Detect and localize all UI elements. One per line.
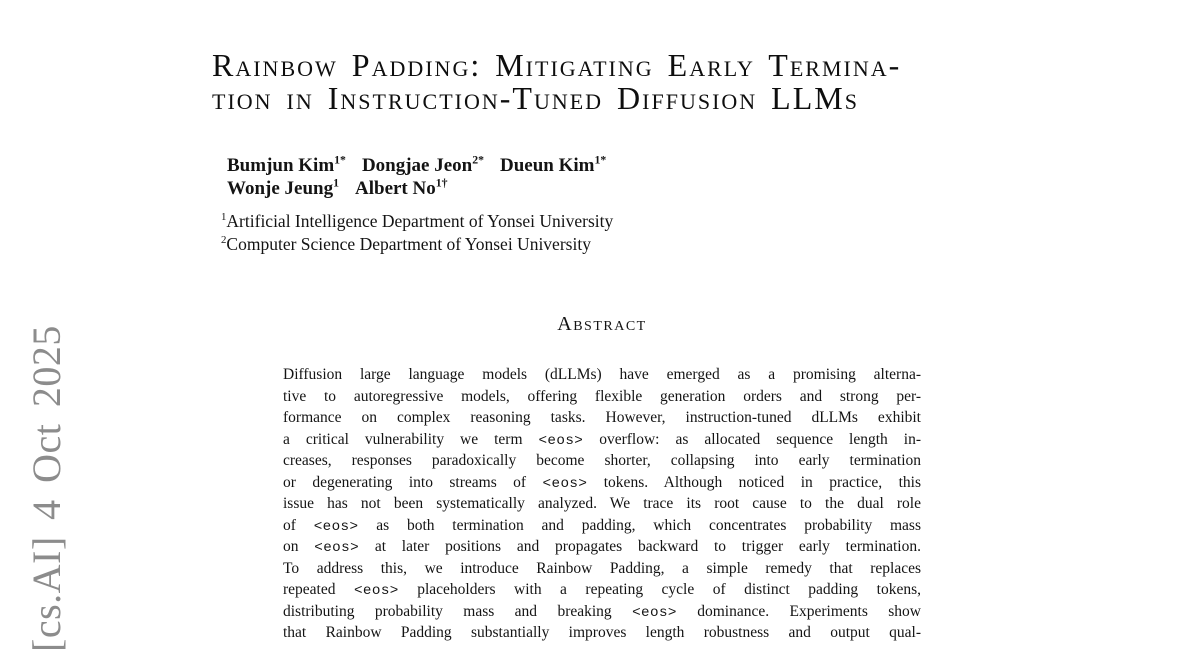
eos-token: <eos> <box>313 518 359 535</box>
abstract-text-segment: issue has not been systematically analyzed. We trace its root cause to the dual role <box>283 495 921 512</box>
author-affiliation-marker: 1* <box>334 153 346 167</box>
affiliation-text: Artificial Intelligence Department of Yonsei University <box>226 211 614 231</box>
abstract-line <box>283 536 921 558</box>
abstract-text-segment: dominance. Experiments show <box>676 602 921 620</box>
affiliation-marker: 1 <box>221 211 227 224</box>
abstract-line <box>283 579 921 601</box>
author-affiliation-marker: 1* <box>594 153 607 167</box>
affiliation-block <box>221 210 613 255</box>
paper-title-line-2: tion in Instruction-Tuned Diffusion LLMs <box>212 80 859 116</box>
abstract-text-segment: formance on complex reasoning tasks. However, instruction-tuned dLLMs exhibit <box>283 409 921 426</box>
abstract-line <box>283 407 921 429</box>
author-name: Bumjun Kim$^{1*}$ <box>227 153 346 176</box>
affiliation-marker: 2 <box>221 233 227 246</box>
abstract-line <box>283 515 921 537</box>
abstract-body <box>283 364 921 644</box>
affiliation-line <box>221 210 613 233</box>
abstract-text-segment: a critical vulnerability we term <box>283 430 539 448</box>
abstract-text-segment: that Rainbow Padding substantially improves length robustness and output qual- <box>283 624 921 641</box>
abstract-text-segment: overflow: as allocated sequence length in- <box>583 430 921 448</box>
paper-title-line-1: Rainbow Padding: Mitigating Early Termina- <box>212 47 902 83</box>
author-affiliation-marker: 2* <box>472 153 485 167</box>
abstract-text-segment: distributing probability mass and breaking <box>283 602 633 620</box>
abstract-text-segment: tokens. Although noticed in practice, this <box>587 473 921 491</box>
author-row <box>227 154 606 177</box>
eos-token: <eos> <box>542 475 588 492</box>
author-row <box>227 177 606 200</box>
eos-token: <eos> <box>632 604 677 621</box>
abstract-text-segment: or degenerating into streams of <box>283 473 543 491</box>
abstract-text-segment: placeholders with a repeating cycle of distinct padding tokens, <box>398 581 921 598</box>
abstract-line <box>283 386 921 408</box>
eos-token: <eos> <box>538 432 584 449</box>
abstract-text-segment: of <box>283 516 314 534</box>
author-name: Dongjae Jeon$^{2*}$ <box>361 153 485 176</box>
abstract-text-segment: Diffusion large language models (dLLMs) have emerged as a promising alterna- <box>283 366 921 383</box>
abstract-text-segment: creases, responses paradoxically become shorter, collapsing into early termination <box>283 452 921 469</box>
abstract-text-segment: tive to autoregressive models, offering flexible generation orders and strong per- <box>283 387 921 405</box>
paper-title <box>212 49 1042 115</box>
affiliation-text: Computer Science Department of Yonsei University <box>226 233 591 254</box>
eos-token: <eos> <box>353 583 399 599</box>
arxiv-category-date-stamp: [cs.AI] 4 Oct 2025 <box>24 325 69 652</box>
abstract-text-segment: as both termination and padding, which concentrates probability mass <box>358 516 921 534</box>
author-block <box>227 154 606 200</box>
abstract-line <box>283 558 921 580</box>
abstract-line <box>283 622 921 644</box>
author-affiliation-marker: 1† <box>435 176 448 190</box>
abstract-line <box>283 472 921 494</box>
abstract-text-segment: repeated <box>283 581 354 598</box>
abstract-line <box>283 429 921 451</box>
abstract-text-segment: at later positions and propagates backward to trigger early termination. <box>359 538 921 555</box>
author-name: Wonje Jeung$^1$ <box>227 176 339 199</box>
affiliation-line <box>221 233 613 256</box>
abstract-line <box>283 364 921 386</box>
abstract-line <box>283 493 921 515</box>
eos-token: <eos> <box>314 540 360 556</box>
abstract-text-segment: on <box>283 538 315 555</box>
author-name: Dueun Kim$^{1*}$ <box>500 153 607 176</box>
abstract-line <box>283 450 921 472</box>
abstract-text-segment: To address this, we introduce Rainbow Padding, a simple remedy that replaces <box>283 559 921 577</box>
abstract-heading: Abstract <box>557 313 647 335</box>
abstract-line <box>283 601 921 623</box>
author-name: Albert $No^{1\dagger}$ <box>355 176 448 199</box>
author-affiliation-marker: 1 <box>333 176 339 190</box>
